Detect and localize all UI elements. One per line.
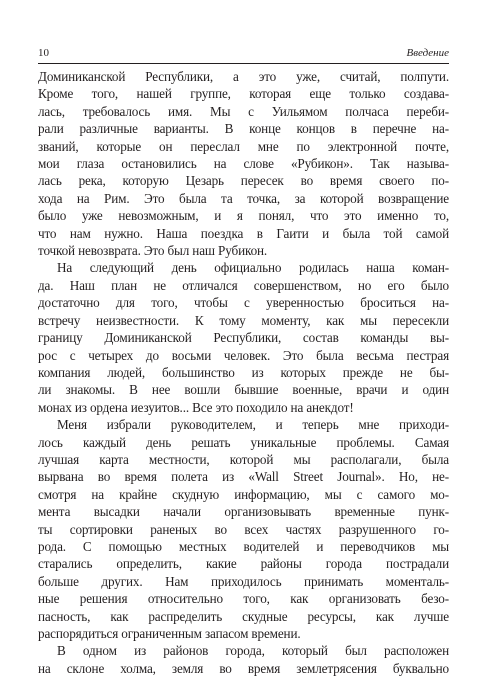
- text-line: границу Доминиканской Республики, состав команды вы-: [38, 330, 449, 346]
- text-line: ные решения относительно того, как организовать безо-: [38, 591, 449, 607]
- text-line: что нам нужно. Наша поездка в Гаити и была той самой: [38, 225, 449, 241]
- text-line: рали различные варианты. В конце концов в перечне на-: [38, 121, 449, 137]
- text-line: смотря на крайне скудную информацию, мы с самого мо-: [38, 486, 449, 502]
- text-line: званий, которые он переслал мне по электронной почте,: [38, 138, 449, 154]
- text-line: вырвана во время полета из «Wall Street Journal». Но, не-: [38, 469, 449, 485]
- text-line: ты сортировки раненых во всех частях разрушенного го-: [38, 521, 449, 537]
- running-head: [38, 46, 449, 62]
- text-line: хода на Рим. Это была та точка, за которой возвращение: [38, 190, 449, 206]
- text-line: рос с четырех до восьми человек. Это была весьма пестрая: [38, 347, 449, 363]
- text-line: пасность, как распределить скудные ресурсы, как лучше: [38, 608, 449, 624]
- text-line: В одном из районов города, который был расположен: [57, 643, 449, 659]
- text-line: встречу неизвестности. К тому моменту, как мы пересекли: [38, 312, 449, 328]
- text-line: рода. С помощью местных водителей и переводчиков мы: [38, 538, 449, 554]
- text-line: мои глаза остановились на слове «Рубикон». Так называ-: [38, 156, 449, 172]
- text-line: больше других. Нам приходилось принимать моменталь-: [38, 573, 449, 589]
- paragraph-3: [38, 416, 449, 642]
- text-line: достаточно для того, чтобы с уверенностью броситься на-: [38, 295, 449, 311]
- text-line: Меня избрали руководителем, и теперь мне приходи-: [57, 417, 449, 433]
- text-line: лась, требовалось имя. Мы с Уильямом полчаса переби-: [38, 103, 449, 119]
- paragraph-4: [38, 642, 449, 677]
- text-line: на склоне холма, земля во время землетрясения буквально: [38, 660, 449, 676]
- text-line: распорядиться ограниченным запасом времени.: [38, 626, 301, 641]
- text-line: старались определить, какие районы города пострадали: [38, 556, 449, 572]
- page-number: 10: [38, 47, 49, 59]
- body-text: [38, 68, 449, 677]
- paragraph-2: [38, 259, 449, 416]
- text-line: лось каждый день решать уникальные проблемы. Самая: [38, 434, 449, 450]
- text-line: лась река, которую Цезарь пересек во время своего по-: [38, 173, 449, 189]
- text-line: компания людей, большинство из которых прежде не бы-: [38, 364, 449, 380]
- text-line: мента высадки начали организовывать временные пунк-: [38, 504, 449, 520]
- text-line: лучшая карта местности, которой мы располагали, была: [38, 451, 449, 467]
- paragraph-1: [38, 68, 449, 259]
- text-line: да. Наш план не отличался совершенством, но его было: [38, 277, 449, 293]
- text-line: точкой невозврата. Это был наш Рубикон.: [38, 243, 268, 259]
- header-rule: [38, 63, 449, 64]
- section-title: Введение: [406, 47, 449, 59]
- text-line: На следующий день официально родилась наша коман-: [57, 260, 449, 276]
- text-line: ли знакомы. В нее вошли бывшие военные, врачи и один: [38, 382, 449, 398]
- text-line: было уже невозможным, и я понял, что это именно то,: [38, 208, 449, 224]
- text-line: Кроме того, нашей группе, которая еще только создава-: [38, 86, 449, 102]
- text-line: Доминиканской Республики, а это уже, считай, полпути.: [38, 69, 449, 84]
- text-line: монах из ордена иезуитов... Все это походило на анекдот!: [38, 399, 354, 415]
